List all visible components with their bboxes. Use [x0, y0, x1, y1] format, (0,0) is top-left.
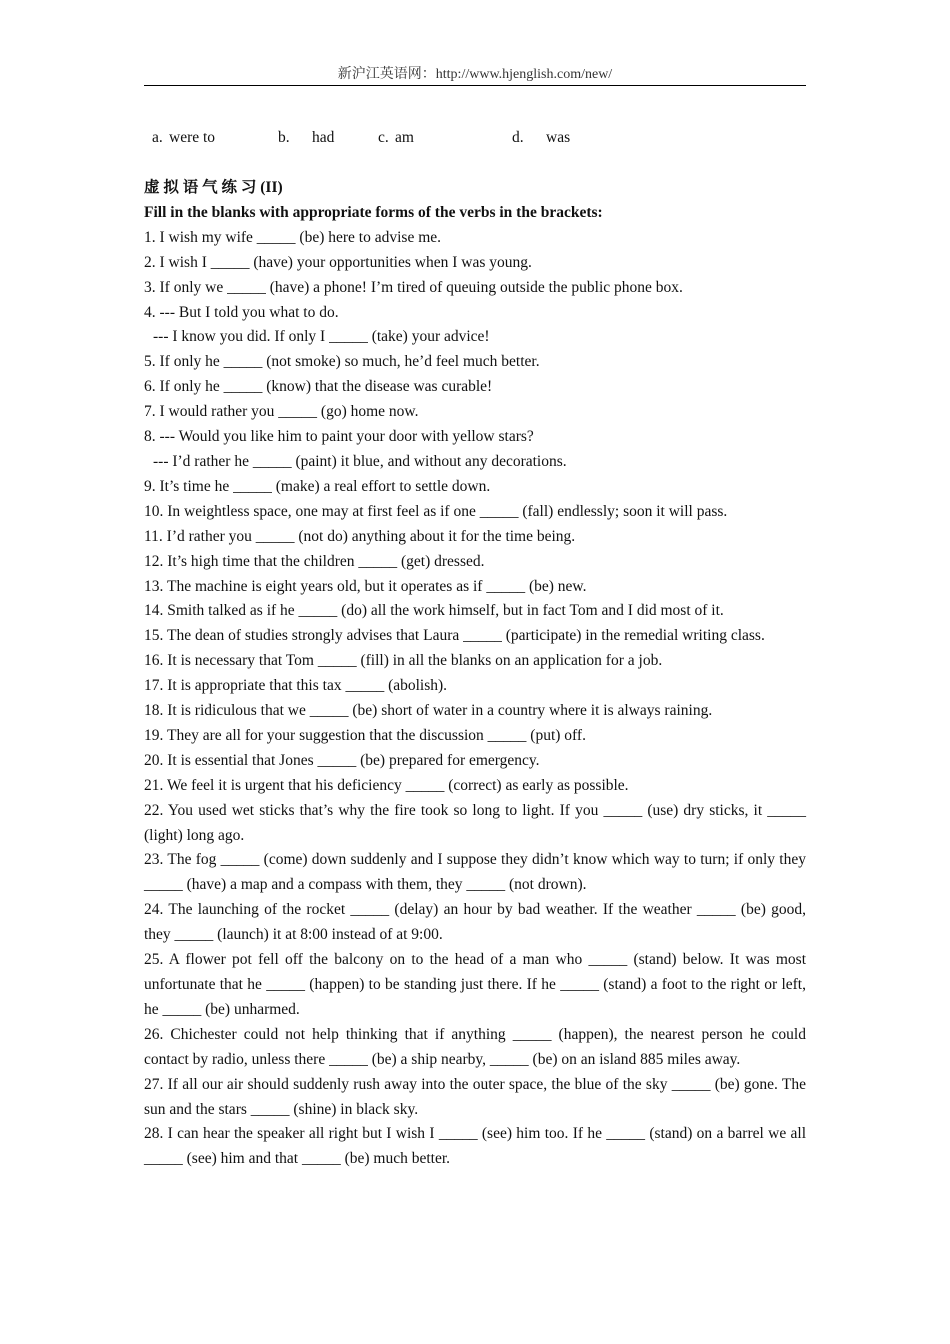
question-19: 19. They are all for your suggestion that the discussion _____ (put) off.: [144, 726, 586, 744]
question-28: 28. I can hear the speaker all right but I wish I _____ (see) him too. If he _____ (stand) on a barrel we all _____ (see) him and that _____ (be) much better.: [144, 1125, 806, 1168]
question-14: 14. Smith talked as if he _____ (do) all the work himself, but in fact Tom and I did most of it.: [144, 602, 724, 620]
question-1: 1. I wish my wife _____ (be) here to advise me.: [144, 228, 442, 246]
option-d-text: was: [546, 129, 571, 146]
option-c-text: am: [395, 129, 414, 146]
option-c-letter: c.: [378, 129, 389, 146]
question-23: 23. The fog _____ (come) down suddenly and I suppose they didn’t know which way to turn; if only they _____ (have) a map and a compass with them, they _____ (not drown).: [144, 851, 806, 894]
question-18: 18. It is ridiculous that we _____ (be) short of water in a country where it is always raining.: [144, 702, 713, 720]
question-16: 16. It is necessary that Tom _____ (fill) in all the blanks on an application for a job.: [144, 652, 663, 670]
exercise-section: [144, 176, 806, 1172]
question-6: 6. If only he _____ (know) that the disease was curable!: [144, 378, 493, 396]
page-header: 新沪江英语网：http://www.hjenglish.com/new/: [337, 67, 613, 82]
question-12: 12. It’s high time that the children _____ (get) dressed.: [144, 552, 485, 570]
question-7: 7. I would rather you _____ (go) home now.: [144, 403, 419, 421]
question-17: 17. It is appropriate that this tax _____ (abolish).: [144, 677, 448, 695]
answer-options: [0, 128, 950, 148]
question-27: 27. If all our air should suddenly rush away into the outer space, the blue of the sky _____ (be) gone. The sun and the stars _____ (shine) in black sky.: [144, 1075, 806, 1118]
option-a-text: were to: [169, 129, 216, 146]
question-9: 9. It’s time he _____ (make) a real effort to settle down.: [144, 477, 491, 495]
option-b-text: had: [312, 129, 335, 146]
question-8-reply: --- I’d rather he _____ (paint) it blue, and without any decorations.: [153, 452, 567, 470]
question-4-reply: --- I know you did. If only I _____ (take) your advice!: [153, 328, 490, 346]
question-2: 2. I wish I _____ (have) your opportunities when I was young.: [144, 253, 532, 271]
option-d-letter: d.: [512, 129, 524, 146]
question-8: 8. --- Would you like him to paint your door with yellow stars?: [144, 428, 534, 446]
question-4: 4. --- But I told you what to do.: [144, 303, 339, 321]
question-20: 20. It is essential that Jones _____ (be) prepared for emergency.: [144, 751, 540, 769]
question-5: 5. If only he _____ (not smoke) so much, he’d feel much better.: [144, 353, 540, 371]
section-instruction: Fill in the blanks with appropriate forms of the verbs in the brackets:: [144, 203, 603, 221]
option-b-letter: b.: [278, 129, 290, 146]
question-10: 10. In weightless space, one may at first feel as if one _____ (fall) endlessly; soon it will pass.: [144, 502, 728, 520]
section-title: 虚 拟 语 气 练 习 (II): [144, 179, 283, 196]
option-a-letter: a.: [152, 129, 163, 146]
header-rule: [144, 85, 806, 86]
question-25: 25. A flower pot fell off the balcony on to the head of a man who _____ (stand) below. It was most unfortunate that he _____ (happen) to be standing just there. If he _____ (stand) a foot to the right or left, he _____ (be) unharmed.: [144, 951, 806, 1018]
question-26: 26. Chichester could not help thinking that if anything _____ (happen), the nearest person he could contact by radio, unless there _____ (be) a ship nearby, _____ (be) on an island 885 miles away.: [144, 1025, 806, 1068]
question-13: 13. The machine is eight years old, but it operates as if _____ (be) new.: [144, 577, 587, 595]
question-24: 24. The launching of the rocket _____ (delay) an hour by bad weather. If the weather _____ (be) good, they _____ (launch) it at 8:00 instead of at 9:00.: [144, 901, 806, 944]
question-3: 3. If only we _____ (have) a phone! I’m tired of queuing outside the public phone box.: [144, 278, 683, 296]
question-15: 15. The dean of studies strongly advises that Laura _____ (participate) in the remedial writing class.: [144, 627, 765, 645]
question-22: 22. You used wet sticks that’s why the fire took so long to light. If you _____ (use) dry sticks, it _____ (light) long ago.: [144, 801, 806, 844]
question-11: 11. I’d rather you _____ (not do) anything about it for the time being.: [144, 527, 576, 545]
question-21: 21. We feel it is urgent that his deficiency _____ (correct) as early as possible.: [144, 776, 629, 794]
